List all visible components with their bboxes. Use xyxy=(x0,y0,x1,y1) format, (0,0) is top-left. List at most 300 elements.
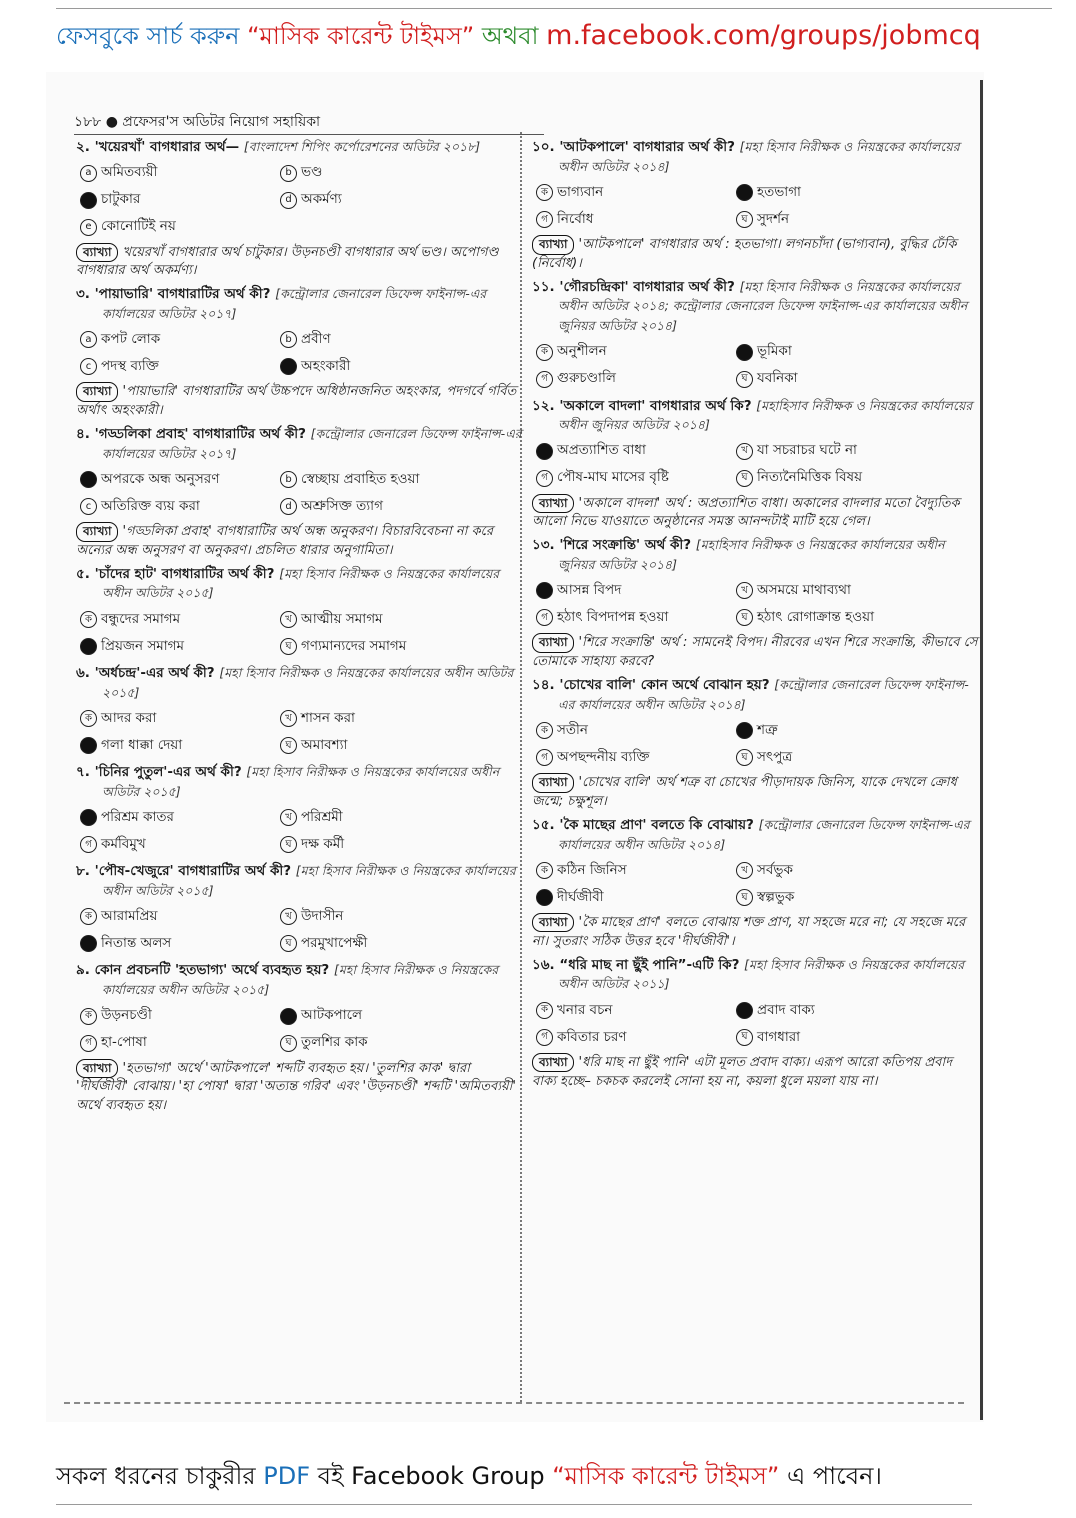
filled-circle-icon xyxy=(80,737,97,754)
answer-option[interactable] xyxy=(280,160,520,187)
circle-marker-icon: ঘ xyxy=(736,1029,753,1046)
options-grid xyxy=(76,705,522,759)
question-block xyxy=(76,862,522,957)
answer-option[interactable] xyxy=(280,705,520,732)
footer-part3: এ পাবেন। xyxy=(786,1462,883,1490)
option-text: শাসন করা xyxy=(301,709,355,726)
option-text: অহংকারী xyxy=(301,358,351,375)
option-text: হতভাগা xyxy=(757,183,801,200)
question-block xyxy=(532,138,978,274)
answer-option[interactable] xyxy=(280,1030,520,1057)
question-block xyxy=(532,278,978,393)
option-text: আদর করা xyxy=(101,709,157,726)
answer-option[interactable] xyxy=(736,604,976,631)
answer-option[interactable] xyxy=(536,744,736,771)
question-text: ১৬. “ধরি মাছ না ছুঁই পানি”-এটি কি? xyxy=(532,956,740,973)
option-text: গুরুচণ্ডালি xyxy=(557,370,616,387)
option-text: তুলশির কাক xyxy=(301,1034,368,1051)
filled-circle-icon xyxy=(80,471,97,488)
question-block xyxy=(76,138,522,281)
options-grid xyxy=(532,179,978,233)
circle-marker-icon: গ xyxy=(536,371,553,388)
option-text: আরামপ্রিয় xyxy=(101,908,158,925)
circle-marker-icon: ক xyxy=(80,611,97,628)
answer-option[interactable] xyxy=(280,606,520,633)
banner-facebook-link[interactable]: m.facebook.com/groups/jobmcq xyxy=(546,20,981,51)
answer-option-correct[interactable] xyxy=(280,1003,520,1030)
options-grid xyxy=(76,804,522,858)
circle-marker-icon: ঘ xyxy=(736,211,753,228)
question-stem xyxy=(532,278,978,337)
option-text: হঠাৎ রোগাক্রান্ত হওয়া xyxy=(757,609,875,626)
answer-option[interactable] xyxy=(280,493,520,520)
option-text: গলা ধাক্কা দেয়া xyxy=(101,736,183,753)
option-text: সর্বভুক xyxy=(757,861,793,878)
question-text: ১৪. 'চোখের বালি' কোন অর্থে বোঝান হয়? xyxy=(532,677,770,694)
answer-option-correct[interactable] xyxy=(80,633,280,660)
footer-pdf: PDF xyxy=(263,1462,310,1490)
answer-option-correct[interactable] xyxy=(80,930,280,957)
circle-marker-icon: ঘ xyxy=(736,749,753,766)
explanation-tag: ব্যাখ্যা xyxy=(532,913,574,932)
answer-option[interactable] xyxy=(736,465,976,492)
filled-circle-icon xyxy=(736,184,753,201)
option-text: কোনোটিই নয় xyxy=(101,218,176,235)
question-stem xyxy=(76,565,522,604)
question-text: ৪. 'গড্ডলিকা প্রবাহ' বাগধারাটির অর্থ কী? xyxy=(76,426,306,443)
option-text: অকর্মণ্য xyxy=(301,191,342,208)
option-text: অমাবশ্যা xyxy=(301,736,348,753)
question-source: [মহা হিসাব নিরীক্ষক ও নিয়ন্ত্রকের কার্যালয়ের অধীন অডিটর ২০১১] xyxy=(558,956,965,992)
answer-option-correct[interactable] xyxy=(736,179,976,206)
question-source: [মহা হিসাব নিরীক্ষক ও নিয়ন্ত্রকের কার্যালয়ের অধীন অডিটর ২০১৫] xyxy=(102,665,514,700)
options-grid xyxy=(76,160,522,241)
options-grid xyxy=(532,997,978,1051)
circle-marker-icon: ঘ xyxy=(280,935,297,952)
answer-option-correct[interactable] xyxy=(736,717,976,744)
circle-marker-icon: ঘ xyxy=(736,609,753,626)
question-source: [মহা হিসাব নিরীক্ষক ও নিয়ন্ত্রকের কার্যালয়ের অধীন অডিটর ২০১৪] xyxy=(558,139,960,174)
answer-option[interactable] xyxy=(80,493,280,520)
option-text: নির্বোধ xyxy=(557,210,594,227)
answer-option[interactable] xyxy=(280,187,520,214)
explanation-text: 'আটকপালে' বাগধারার অর্থ : হতভাগা। লগনচাঁদা (ভাগ্যবান), বুদ্ধির ঢেঁকি (নির্বোধ)। xyxy=(532,237,957,271)
answer-option[interactable] xyxy=(280,804,520,831)
option-text: অতিরিক্ত ব্যয় করা xyxy=(101,497,200,514)
question-stem xyxy=(532,956,978,995)
explanation-tag: ব্যাখ্যা xyxy=(532,773,574,792)
explanation-text: খয়েরখাঁ বাগধারার অর্থ চাটুকার। উড়নচণ্ডী বাগধারার অর্থ ভণ্ড। অপোগণ্ড বাগধারার অর্থ অকর্মণ্য। xyxy=(76,244,499,279)
answer-option-correct[interactable] xyxy=(80,187,280,214)
question-text: ১১. 'গৌরচন্দ্রিকা' বাগধারার অর্থ কী? xyxy=(532,278,735,295)
footer-text xyxy=(56,1456,1052,1496)
filled-circle-icon xyxy=(736,344,753,361)
circle-marker-icon: a xyxy=(80,165,97,182)
question-stem xyxy=(76,961,522,1000)
option-text: যা সচরাচর ঘটে না xyxy=(757,442,857,459)
explanation-tag: ব্যাখ্যা xyxy=(76,1059,118,1078)
answer-option[interactable] xyxy=(736,577,976,604)
explanation-tag: ব্যাখ্যা xyxy=(532,235,574,254)
options-grid xyxy=(76,1003,522,1057)
circle-marker-icon: b xyxy=(280,165,297,182)
answer-option[interactable] xyxy=(536,997,736,1024)
circle-marker-icon: গ xyxy=(80,836,97,853)
circle-marker-icon: ঘ xyxy=(280,638,297,655)
answer-option-correct[interactable] xyxy=(736,997,976,1024)
circle-marker-icon: c xyxy=(80,358,97,375)
answer-option[interactable] xyxy=(80,903,280,930)
answer-option[interactable] xyxy=(736,438,976,465)
question-stem xyxy=(532,138,978,177)
question-text: ৭. 'চিনির পুতুল'-এর অর্থ কী? xyxy=(76,764,242,781)
answer-option-correct[interactable] xyxy=(536,438,736,465)
options-grid xyxy=(532,857,978,911)
filled-circle-icon xyxy=(536,582,553,599)
explanation-text: 'কৈ মাছের প্রাণ' বলতে বোঝায় শক্ত প্রাণ, যা সহজে মরে না; যে সহজে মরে না। সুতরাং সঠিক উত্তর হবে 'দীর্ঘজীবী'। xyxy=(532,915,966,949)
circle-marker-icon: গ xyxy=(536,609,553,626)
option-text: পরিশ্রমী xyxy=(301,808,343,825)
question-text: ৯. কোন প্রবচনটি 'হতভাগ্য' অর্থে ব্যবহৃত হয়? xyxy=(76,962,330,979)
circle-marker-icon: খ xyxy=(280,908,297,925)
question-block xyxy=(532,816,978,952)
question-source: [কন্ট্রোলার জেনারেল ডিফেন্স ফাইনান্স-এর কার্যালয়ের অধীন অডিটর ২০১৪] xyxy=(558,816,970,852)
explanation xyxy=(532,913,978,952)
answer-option[interactable] xyxy=(80,353,280,380)
option-text: অনুশীলন xyxy=(557,343,607,360)
question-stem xyxy=(532,536,978,575)
circle-marker-icon: c xyxy=(80,498,97,515)
options-grid xyxy=(532,339,978,393)
filled-circle-icon xyxy=(80,809,97,826)
question-block xyxy=(76,565,522,660)
explanation xyxy=(76,382,522,421)
option-text: অপ্রত্যাশিত বাধা xyxy=(557,442,646,459)
answer-option[interactable] xyxy=(280,930,520,957)
option-text: অশ্রুসিক্ত ত্যাগ xyxy=(301,497,383,514)
circle-marker-icon: d xyxy=(280,498,297,515)
options-grid xyxy=(532,577,978,631)
page-header: ১৮৮ ● প্রফেসর'স অডিটর নিয়োগ সহায়িকা xyxy=(74,112,544,135)
answer-option-correct[interactable] xyxy=(80,466,280,493)
question-text: ১০. 'আটকপালে' বাগধারার অর্থ কী? xyxy=(532,139,735,155)
answer-option[interactable] xyxy=(736,206,976,233)
circle-marker-icon: ক xyxy=(536,862,553,879)
option-text: উড়নচণ্ডী xyxy=(101,1007,152,1024)
answer-option[interactable] xyxy=(80,1030,280,1057)
answer-option[interactable] xyxy=(80,606,280,633)
explanation xyxy=(532,494,978,533)
explanation-text: 'পায়াভারি' বাগধারাটির অর্থ উচ্চপদে অধিষ্ঠানজনিত অহংকার, পদগর্বে গর্বিত অর্থাৎ অহংকারী। xyxy=(76,384,517,419)
answer-option[interactable] xyxy=(80,705,280,732)
filled-circle-icon xyxy=(536,889,553,906)
answer-option-correct[interactable] xyxy=(80,732,280,759)
options-grid xyxy=(76,466,522,520)
question-block xyxy=(532,676,978,812)
circle-marker-icon: খ xyxy=(736,582,753,599)
circle-marker-icon: গ xyxy=(536,749,553,766)
top-divider xyxy=(56,8,1052,9)
answer-option[interactable] xyxy=(280,633,520,660)
option-text: ভাগ্যবান xyxy=(557,183,604,200)
question-stem xyxy=(76,763,522,802)
circle-marker-icon: খ xyxy=(736,443,753,460)
circle-marker-icon: ক xyxy=(80,710,97,727)
explanation xyxy=(76,522,522,561)
question-source: [মহা হিসাব নিরীক্ষক ও নিয়ন্ত্রকের কার্যালয়ের অধীন অডিটর ২০১৫] xyxy=(102,962,499,997)
circle-marker-icon: খ xyxy=(280,611,297,628)
filled-circle-icon xyxy=(280,358,297,375)
option-text: আসন্ন বিপদ xyxy=(557,582,622,599)
answer-option[interactable] xyxy=(280,903,520,930)
question-text: ২. 'খয়েরখাঁ' বাগধারার অর্থ— xyxy=(76,139,240,155)
question-block xyxy=(76,763,522,858)
option-text: কর্মবিমুখ xyxy=(101,835,146,852)
explanation-tag: ব্যাখ্যা xyxy=(532,1053,574,1072)
explanation-tag: ব্যাখ্যা xyxy=(532,494,574,513)
option-text: আত্মীয় সমাগম xyxy=(301,610,383,627)
option-text: অপরকে অন্ধ অনুসরণ xyxy=(101,470,220,487)
question-block xyxy=(76,961,522,1116)
circle-marker-icon: খ xyxy=(736,862,753,879)
question-stem xyxy=(76,138,522,158)
option-text: পরিশ্রম কাতর xyxy=(101,808,174,825)
answer-option[interactable] xyxy=(736,1024,976,1051)
circle-marker-icon: গ xyxy=(80,1035,97,1052)
circle-marker-icon: ঘ xyxy=(736,470,753,487)
option-text: প্রবীণ xyxy=(301,331,331,348)
option-text: উদাসীন xyxy=(301,908,344,925)
explanation-tag: ব্যাখ্যা xyxy=(76,382,118,401)
option-text: আটকপালে xyxy=(301,1007,363,1024)
question-text: ৮. 'পৌষ-খেজুরে' বাগধারাটির অর্থ কী? xyxy=(76,863,292,880)
option-text: বন্ধুদের সমাগম xyxy=(101,610,181,627)
answer-option[interactable] xyxy=(280,326,520,353)
banner-or-text: অথবা xyxy=(481,22,539,50)
circle-marker-icon: গ xyxy=(536,211,553,228)
options-grid xyxy=(532,717,978,771)
circle-marker-icon: খ xyxy=(280,710,297,727)
option-text: স্বল্পভুক xyxy=(757,888,795,905)
answer-option[interactable] xyxy=(536,366,736,393)
circle-marker-icon: গ xyxy=(536,470,553,487)
question-source: [বাংলাদেশ শিপিং কর্পোরেশনের অডিটর ২০১৮] xyxy=(243,139,481,154)
circle-marker-icon: a xyxy=(80,331,97,348)
question-text: ১৩. 'শিরে সংক্রান্তি' অর্থ কী? xyxy=(532,537,692,554)
answer-option[interactable] xyxy=(736,857,976,884)
option-text: কপট লোক xyxy=(101,331,161,348)
explanation-text: 'অকালে বাদলা' অর্থ : অপ্রত্যাশিত বাধা। অকালের বাদলার মতো বৈদ্যুতিক আলো নিভে যাওয়াতে অনুষ্ঠানের সমস্ত আনন্দটাই মাটি হয়ে গেল। xyxy=(532,495,960,530)
circle-marker-icon: e xyxy=(80,219,97,236)
option-text: শত্রু xyxy=(757,721,778,738)
filled-circle-icon xyxy=(736,722,753,739)
answer-option[interactable] xyxy=(536,604,736,631)
circle-marker-icon: ঘ xyxy=(280,836,297,853)
question-block xyxy=(532,956,978,1092)
options-grid xyxy=(76,903,522,957)
question-block xyxy=(532,536,978,672)
question-block xyxy=(76,664,522,759)
option-text: চাটুকার xyxy=(101,191,141,208)
answer-option[interactable] xyxy=(736,366,976,393)
option-text: প্রিয়জন সমাগম xyxy=(101,637,184,654)
explanation xyxy=(532,633,978,672)
answer-option[interactable] xyxy=(80,831,280,858)
answer-option[interactable] xyxy=(736,744,976,771)
option-text: অপছন্দনীয় ব্যক্তি xyxy=(557,748,650,765)
question-block xyxy=(76,425,522,561)
question-source: [মহাহিসাব নিরীক্ষক ও নিয়ন্ত্রকের কার্যালয়ের অধীন জুনিয়র অডিটর ২০১৪] xyxy=(558,537,945,572)
answer-option-correct[interactable] xyxy=(536,577,736,604)
right-column xyxy=(532,138,978,1096)
question-source: [মহা হিসাব নিরীক্ষক ও নিয়ন্ত্রকের কার্যালয়ের অধীন অডিটর ২০১৪; কন্ট্রোলার জেনারেল ডিফেন্স ফাইনান্স-এর কার্যালয়ের অধীন জুনিয়র অডিটর ২০১৪] xyxy=(558,278,968,333)
option-text: সুদর্শন xyxy=(757,210,790,227)
answer-option[interactable] xyxy=(80,1003,280,1030)
answer-option[interactable] xyxy=(536,339,736,366)
answer-option[interactable] xyxy=(536,206,736,233)
question-source: [কন্ট্রোলার জেনারেল ডিফেন্স ফাইনান্স-এর কার্যালয়ের অডিটর ২০১৭] xyxy=(102,286,487,321)
question-stem xyxy=(532,397,978,436)
question-source: [কন্ট্রোলার জেনারেল ডিফেন্স ফাইনান্স-এর কার্যালয়ের অধীন অডিটর ২০১৪] xyxy=(558,677,969,712)
top-banner xyxy=(56,16,1052,56)
circle-marker-icon: ক xyxy=(536,1002,553,1019)
banner-search-text: ফেসবুকে সার্চ করুন xyxy=(56,22,240,50)
question-source: [কন্ট্রোলার জেনারেল ডিফেন্স ফাইনান্স-এর কার্যালয়ের অডিটর ২০১৭] xyxy=(102,426,522,461)
option-text: সতীন xyxy=(557,721,588,738)
option-text: অসময়ে মাথাব্যথা xyxy=(757,582,851,599)
option-text: গণ্যমান্যদের সমাগম xyxy=(301,637,407,654)
options-grid xyxy=(532,438,978,492)
question-text: ৫. 'চাঁদের হাট' বাগধারাটির অর্থ কী? xyxy=(76,565,275,582)
left-column xyxy=(76,138,522,1120)
circle-marker-icon: d xyxy=(280,192,297,209)
circle-marker-icon: ক xyxy=(536,184,553,201)
option-text: ভূমিকা xyxy=(757,343,792,360)
answer-option-correct[interactable] xyxy=(736,339,976,366)
filled-circle-icon xyxy=(736,1002,753,1019)
options-grid xyxy=(76,606,522,660)
option-text: ভণ্ড xyxy=(301,164,323,181)
answer-option[interactable] xyxy=(536,465,736,492)
answer-option[interactable] xyxy=(736,884,976,911)
circle-marker-icon: b xyxy=(280,471,297,488)
circle-marker-icon: খ xyxy=(280,809,297,826)
question-block xyxy=(532,397,978,533)
question-stem xyxy=(76,285,522,324)
option-text: স্বেচ্ছায় প্রবাহিত হওয়া xyxy=(301,470,420,487)
filled-circle-icon xyxy=(80,935,97,952)
page-bottom-dashed-line xyxy=(64,1402,964,1404)
circle-marker-icon: ক xyxy=(80,908,97,925)
explanation-tag: ব্যাখ্যা xyxy=(76,243,118,262)
explanation xyxy=(76,1059,522,1117)
option-text: নিত্যনৈমিত্তিক বিষয় xyxy=(757,469,863,486)
question-stem xyxy=(76,425,522,464)
explanation-tag: ব্যাখ্যা xyxy=(532,633,574,652)
question-stem xyxy=(532,816,978,855)
circle-marker-icon: ক xyxy=(536,722,553,739)
option-text: পরমুখাপেক্ষী xyxy=(301,935,368,952)
question-source: [মহা হিসাব নিরীক্ষক ও নিয়ন্ত্রকের কার্যালয়ের অধীন অডিটর ২০১৫] xyxy=(102,764,500,799)
footer-part1: সকল ধরনের চাকুরীর xyxy=(56,1462,256,1490)
question-stem xyxy=(76,664,522,703)
option-text: পদস্থ ব্যক্তি xyxy=(101,358,159,375)
explanation xyxy=(532,773,978,812)
option-text: বাগধারা xyxy=(757,1028,801,1045)
answer-option-correct[interactable] xyxy=(80,804,280,831)
explanation-text: 'ধরি মাছ না ছুঁই পানি' এটা মূলত প্রবাদ বাক্য। এরূপ আরো কতিপয় প্রবাদ বাক্য হচ্ছে– চকচক করলেই সোনা হয় না, কয়লা ধুলে ময়লা যায় না। xyxy=(532,1054,953,1089)
option-text: নিতান্ত অলস xyxy=(101,935,172,952)
circle-marker-icon: গ xyxy=(536,1029,553,1046)
filled-circle-icon xyxy=(80,638,97,655)
option-text: দক্ষ কর্মী xyxy=(301,835,345,852)
explanation xyxy=(532,1053,978,1092)
question-text: ১২. 'অকালে বাদলা' বাগধারার অর্থ কি? xyxy=(532,397,752,414)
question-stem xyxy=(532,676,978,715)
option-text: দীর্ঘজীবী xyxy=(557,888,604,905)
filled-circle-icon xyxy=(80,192,97,209)
question-source: [মহাহিসাব নিরীক্ষক ও নিয়ন্ত্রকের কার্যালয়ের অধীন জুনিয়র অডিটর ২০১৪] xyxy=(558,397,973,433)
answer-option[interactable] xyxy=(536,179,736,206)
question-source: [মহা হিসাব নিরীক্ষক ও নিয়ন্ত্রকের কার্যালয়ের অধীন অডিটর ২০১৫] xyxy=(102,863,516,898)
circle-marker-icon: ঘ xyxy=(736,371,753,388)
circle-marker-icon: ঘ xyxy=(280,1035,297,1052)
answer-option[interactable] xyxy=(80,326,280,353)
option-text: পৌষ-মাঘ মাসের বৃষ্টি xyxy=(557,469,669,486)
answer-option[interactable] xyxy=(536,717,736,744)
answer-option[interactable] xyxy=(80,214,280,241)
scanned-page xyxy=(46,72,984,1422)
bottom-divider xyxy=(56,1504,972,1505)
question-text: ৬. 'অর্ধচন্দ্র'-এর অর্থ কী? xyxy=(76,665,215,681)
option-text: হঠাৎ বিপদাপন্ন হওয়া xyxy=(557,609,669,626)
circle-marker-icon: ঘ xyxy=(280,737,297,754)
circle-marker-icon: ক xyxy=(80,1008,97,1025)
explanation-text: 'চোখের বালি' অর্থ শত্রু বা চোখের পীড়াদায়ক জিনিস, যাকে দেখলে ক্রোধ জন্মে; চক্ষুশূল। xyxy=(532,775,957,810)
answer-option[interactable] xyxy=(536,857,736,884)
banner-group-name: “মাসিক কারেন্ট টাইমস” xyxy=(247,22,475,50)
option-text: যবনিকা xyxy=(757,370,798,387)
option-text: হা-পোষা xyxy=(101,1034,147,1051)
option-text: খনার বচন xyxy=(557,1001,613,1018)
answer-option[interactable] xyxy=(280,732,520,759)
question-block xyxy=(76,285,522,421)
circle-marker-icon: b xyxy=(280,331,297,348)
explanation-text: 'গড্ডলিকা প্রবাহ' বাগধারাটির অর্থ অন্ধ অনুকরণ। বিচারবিবেচনা না করে অন্যের অন্ধ অনুসরণ বা অনুকরণ। প্রচলিত ধারার অনুগামিতা। xyxy=(76,524,493,559)
answer-option-correct[interactable] xyxy=(280,353,520,380)
explanation xyxy=(76,243,522,282)
answer-option[interactable] xyxy=(280,466,520,493)
circle-marker-icon: ক xyxy=(536,344,553,361)
explanation-tag: ব্যাখ্যা xyxy=(76,522,118,541)
option-text: কবিতার চরণ xyxy=(557,1028,627,1045)
question-source: [মহা হিসাব নিরীক্ষক ও নিয়ন্ত্রকের কার্যালয়ের অধীন অডিটর ২০১৫] xyxy=(102,565,500,601)
footer-group-name: “মাসিক কারেন্ট টাইমস” xyxy=(552,1462,780,1490)
question-text: ৩. 'পায়াভারি' বাগধারাটির অর্থ কী? xyxy=(76,286,271,303)
scan-edge xyxy=(980,80,983,1420)
answer-option[interactable] xyxy=(536,1024,736,1051)
options-grid xyxy=(76,326,522,380)
answer-option-correct[interactable] xyxy=(536,884,736,911)
option-text: সৎপুত্র xyxy=(757,748,793,765)
option-text: প্রবাদ বাক্য xyxy=(757,1001,815,1018)
explanation-text: 'হতভাগ্য' অর্থে 'আটকপালে' শব্দটি ব্যবহৃত হয়। 'তুলশির কাক' দ্বারা 'দীর্ঘজীবী' বোঝায়। 'হা পোষা' দ্বারা 'অত্যন্ত গরিব' এবং 'উড়নচণ্ডী' শব্দটি 'অমিতব্যয়ী' অর্থে ব্যবহৃত হয়। xyxy=(76,1060,516,1114)
option-text: কঠিন জিনিস xyxy=(557,861,627,878)
answer-option[interactable] xyxy=(280,831,520,858)
question-text: ১৫. 'কৈ মাছের প্রাণ' বলতে কি বোঝায়? xyxy=(532,816,754,833)
answer-option[interactable] xyxy=(80,160,280,187)
question-stem xyxy=(76,862,522,901)
